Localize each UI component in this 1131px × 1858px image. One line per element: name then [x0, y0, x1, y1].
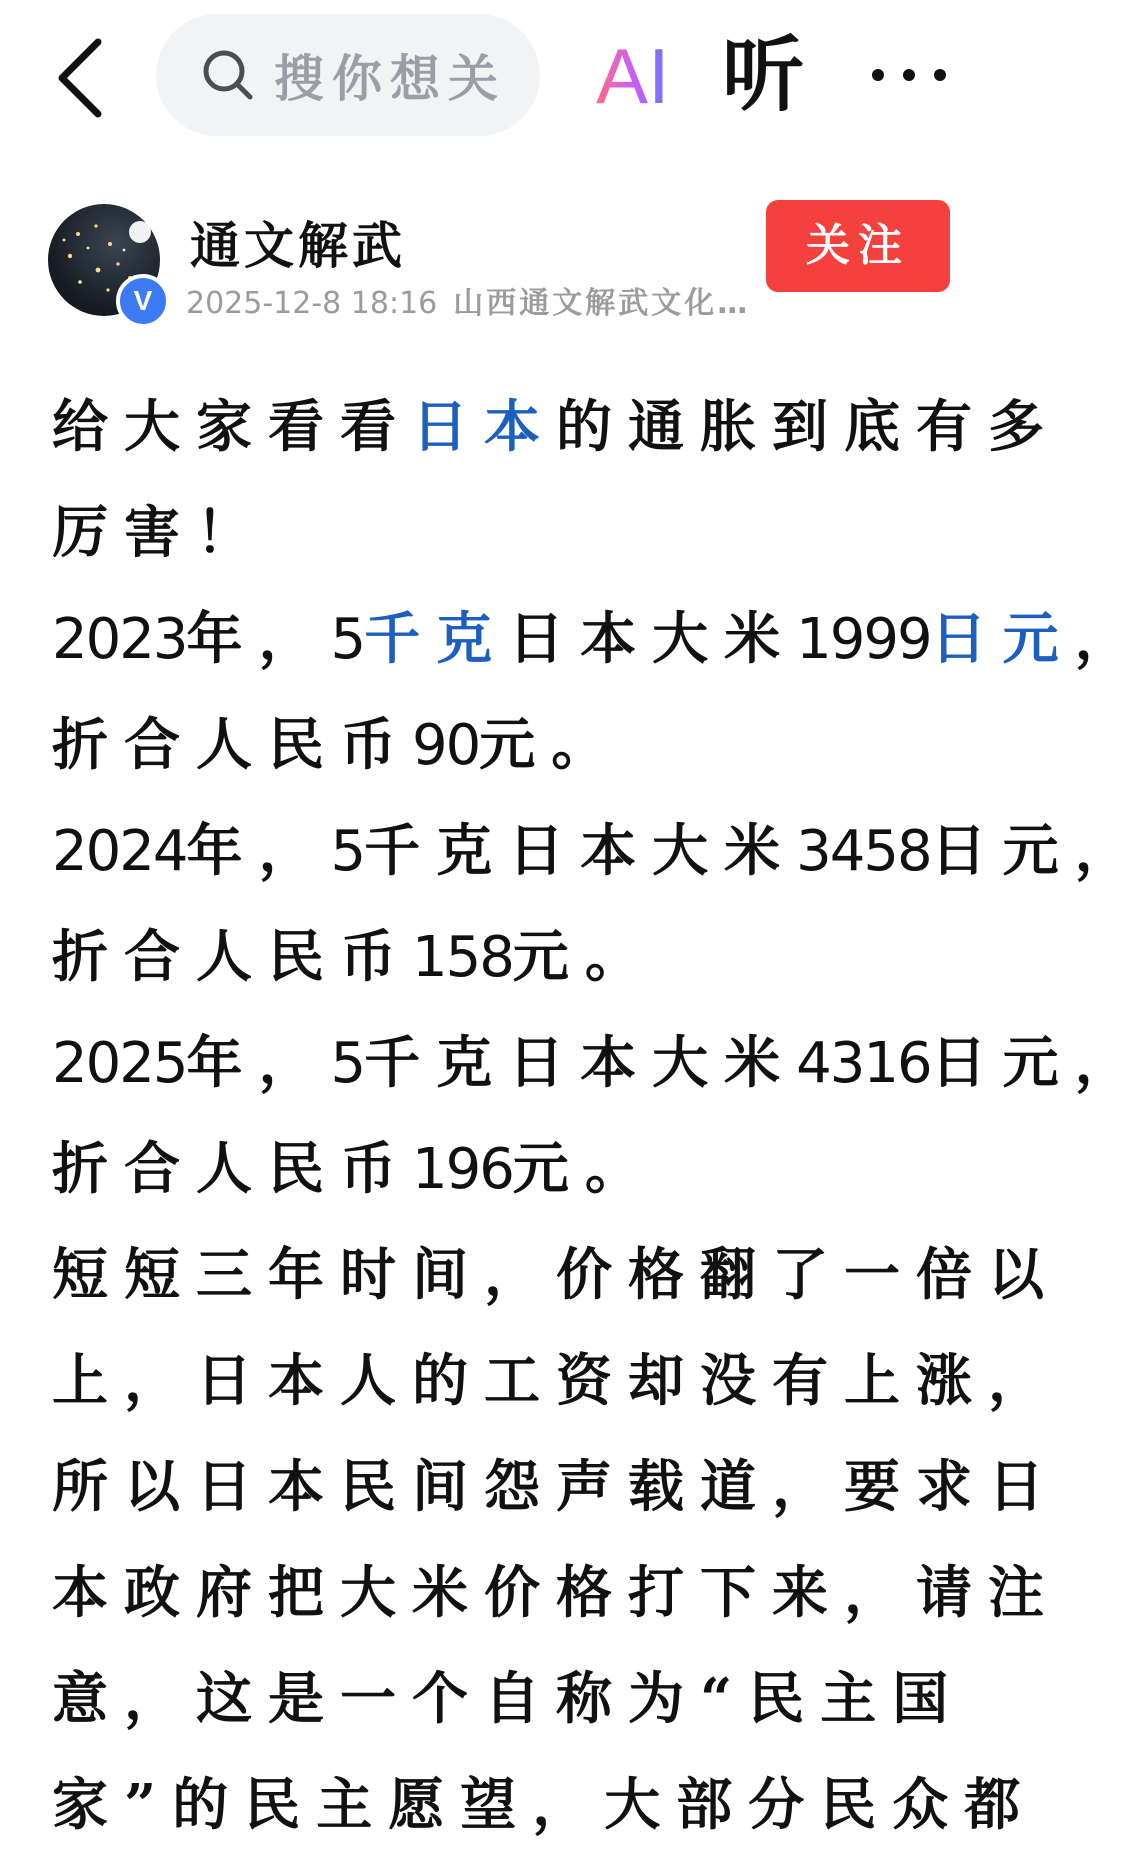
quantity: 5 [330, 819, 365, 884]
article-line: 厉害！ [52, 500, 268, 566]
top-bar [0, 0, 986, 150]
text-span: 的通胀到底有多 [556, 394, 1060, 460]
text-span: 日元 [930, 818, 1075, 884]
author-name[interactable]: 通文解武 [190, 217, 406, 275]
text-span: 折合人民币 [52, 1136, 412, 1202]
quantity: 5 [330, 1031, 365, 1096]
price: 4316 [796, 1031, 931, 1096]
article-line [52, 1010, 1131, 1116]
text-span: 年， [186, 1030, 331, 1096]
article-line [52, 798, 1131, 904]
text-span: 给大家看看 [52, 394, 412, 460]
link-yen[interactable]: 日元 [930, 606, 1075, 672]
search-placeholder: 搜你想关 [274, 50, 506, 108]
year: 2025 [52, 1031, 187, 1096]
text-span: 日本大米 [508, 606, 797, 672]
article-line [52, 904, 952, 1010]
link-japan[interactable]: 日本 [412, 394, 556, 460]
text-span: ， [1074, 818, 1131, 884]
listen-button[interactable]: 听 [722, 28, 805, 123]
rmb-value: 90 [412, 713, 480, 778]
article-body [52, 374, 1131, 1858]
text-span: 日本大米 [508, 818, 797, 884]
text-span: 千克 [364, 818, 509, 884]
rmb-value: 158 [412, 925, 513, 990]
article-line: 上，日本人的工资却没有上涨， [52, 1348, 1060, 1414]
text-span: 元。 [479, 712, 624, 778]
follow-button[interactable]: 关注 [766, 200, 950, 292]
article-line [52, 374, 1060, 480]
text-span: ， [1074, 606, 1131, 672]
text-span: 折合人民币 [52, 924, 412, 990]
price: 3458 [796, 819, 931, 884]
text-span: 年， [186, 606, 331, 672]
year: 2023 [52, 607, 187, 672]
text-span: 元。 [512, 924, 657, 990]
article-line: 家”的民主愿望，大部分民众都 [52, 1772, 1037, 1838]
text-span: 折合人民币 [52, 712, 412, 778]
text-span: ， [1074, 1030, 1131, 1096]
article-line: 意，这是一个自称为“民主国 [52, 1666, 965, 1732]
article-line: 本政府把大米价格打下来，请注 [52, 1560, 1060, 1626]
more-dots-icon[interactable] [864, 50, 954, 100]
text-span: 日元 [930, 1030, 1075, 1096]
back-arrow-icon[interactable] [52, 36, 112, 120]
article-line [52, 1116, 952, 1222]
rmb-value: 196 [412, 1137, 513, 1202]
verified-badge: V [116, 274, 170, 328]
post-source: 山西通文解武文化… [453, 286, 751, 321]
article-line: 所以日本民间怨声载道，要求日 [52, 1454, 1060, 1520]
text-span: 元。 [512, 1136, 657, 1202]
search-box[interactable] [156, 14, 540, 136]
article-line [52, 692, 952, 798]
article-line [52, 586, 1131, 692]
year: 2024 [52, 819, 187, 884]
price: 1999 [796, 607, 931, 672]
ai-button[interactable]: AI [596, 32, 670, 120]
quantity: 5 [330, 607, 365, 672]
link-kilogram[interactable]: 千克 [364, 606, 509, 672]
article-line: 短短三年时间，价格翻了一倍以 [52, 1242, 1060, 1308]
post-timestamp: 2025-12-8 18:16 [186, 286, 438, 321]
search-icon [200, 47, 256, 103]
text-span: 千克 [364, 1030, 509, 1096]
post-meta [186, 278, 751, 322]
text-span: 年， [186, 818, 331, 884]
text-span: 日本大米 [508, 1030, 797, 1096]
